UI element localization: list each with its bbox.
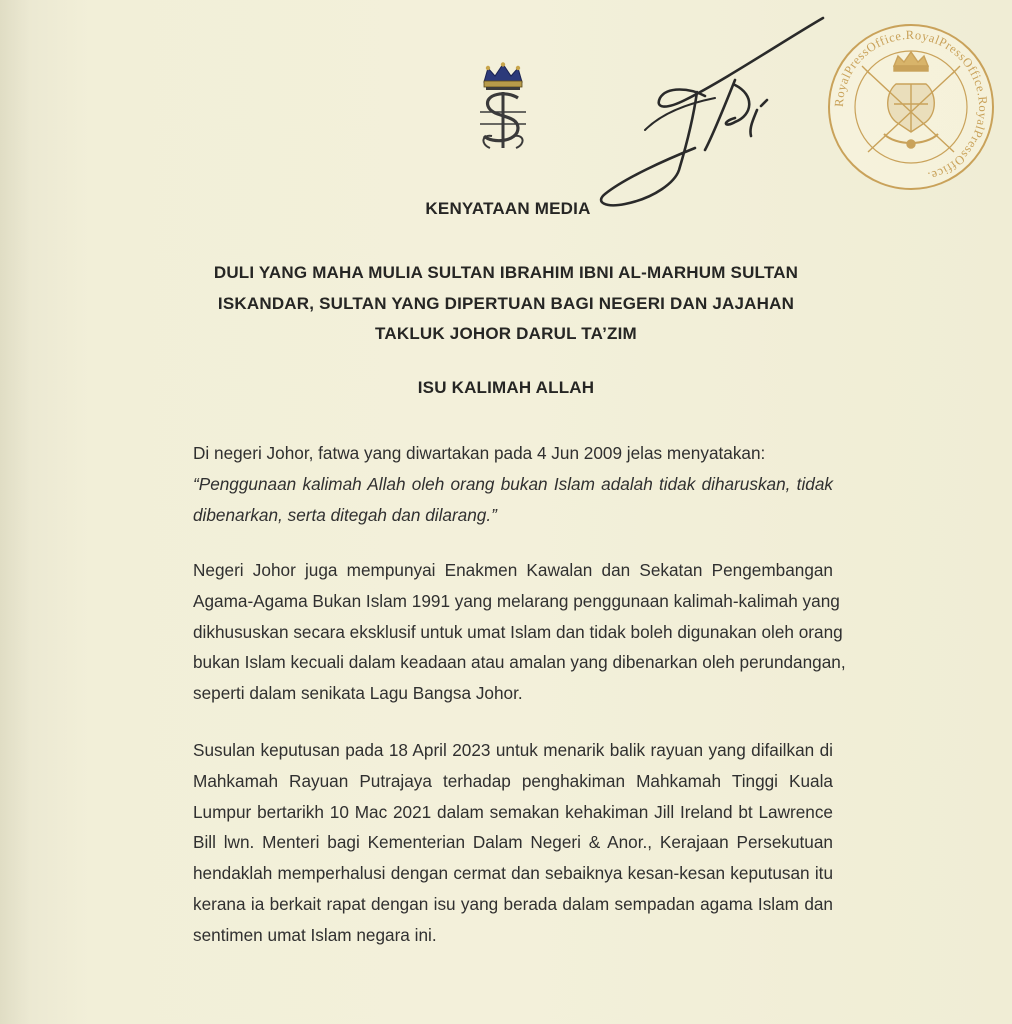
royal-press-office-seal-icon xyxy=(826,22,996,192)
paragraph-enactment xyxy=(193,555,846,709)
paragraph-line: Lumpur bertarikh 10 Mac 2021 dalam semakan kehakiman Jill Ireland bt Lawrence xyxy=(193,801,833,822)
page-edge-shadow xyxy=(0,0,92,1024)
paragraph-line: sentimen umat Islam negara ini. xyxy=(193,924,437,945)
paragraph-court-decision xyxy=(193,735,833,951)
paragraph-line: Negeri Johor juga mempunyai Enakmen Kawalan dan Sekatan Pengembangan xyxy=(193,560,833,580)
statement-title xyxy=(0,258,1012,350)
fatwa-quote-line: “Penggunaan kalimah Allah oleh orang bukan Islam adalah tidak diharuskan, tidak xyxy=(193,473,833,494)
paragraph-line: dikhususkan secara eksklusif untuk umat Islam dan tidak boleh digunakan oleh orang xyxy=(193,621,843,642)
paragraph-line: kerana ia berkait rapat dengan isu yang berada dalam sempadan agama Islam dan xyxy=(193,893,833,914)
paragraph-line: Mahkamah Rayuan Putrajaya terhadap penghakiman Mahkamah Tinggi Kuala xyxy=(193,770,833,791)
seal-ring-text: RoyalPressOffice.RoyalPressOffice.RoyalPressOffice. xyxy=(831,27,991,184)
title-line: DULI YANG MAHA MULIA SULTAN IBRAHIM IBNI AL-MARHUM SULTAN xyxy=(213,263,799,282)
fatwa-quote-line: dibenarkan, serta ditegah dan dilarang.” xyxy=(193,504,497,525)
statement-subject: ISU KALIMAH ALLAH xyxy=(417,378,595,397)
paragraph-line: seperti dalam senikata Lagu Bangsa Johor. xyxy=(193,683,523,704)
paragraph-line: hendaklah memperhalusi dengan cermat dan sebaiknya kesan-kesan keputusan itu xyxy=(193,863,833,884)
paragraph-line: Bill lwn. Menteri bagi Kementerian Dalam Negeri & Anor., Kerajaan Persekutuan xyxy=(193,832,833,853)
paragraph-line: Susulan keputusan pada 18 April 2023 untuk menarik balik rayuan yang difailkan di xyxy=(193,740,833,760)
handwritten-signature xyxy=(585,10,830,210)
paragraph-line: Di negeri Johor, fatwa yang diwartakan pada 4 Jun 2009 jelas menyatakan: xyxy=(193,443,766,463)
paragraph-line: bukan Islam kecuali dalam keadaan atau amalan yang dibenarkan oleh perundangan, xyxy=(193,652,846,673)
crowned-royal-monogram-icon xyxy=(470,62,536,154)
media-statement-label: KENYATAAN MEDIA xyxy=(425,199,591,218)
paragraph-line: Agama-Agama Bukan Islam 1991 yang melarang penggunaan kalimah-kalimah yang xyxy=(193,590,840,611)
title-line: ISKANDAR, SULTAN YANG DIPERTUAN BAGI NEGERI DAN JAJAHAN xyxy=(217,293,795,313)
paragraph-fatwa xyxy=(193,438,833,530)
title-line: TAKLUK JOHOR DARUL TA’ZIM xyxy=(375,324,637,343)
